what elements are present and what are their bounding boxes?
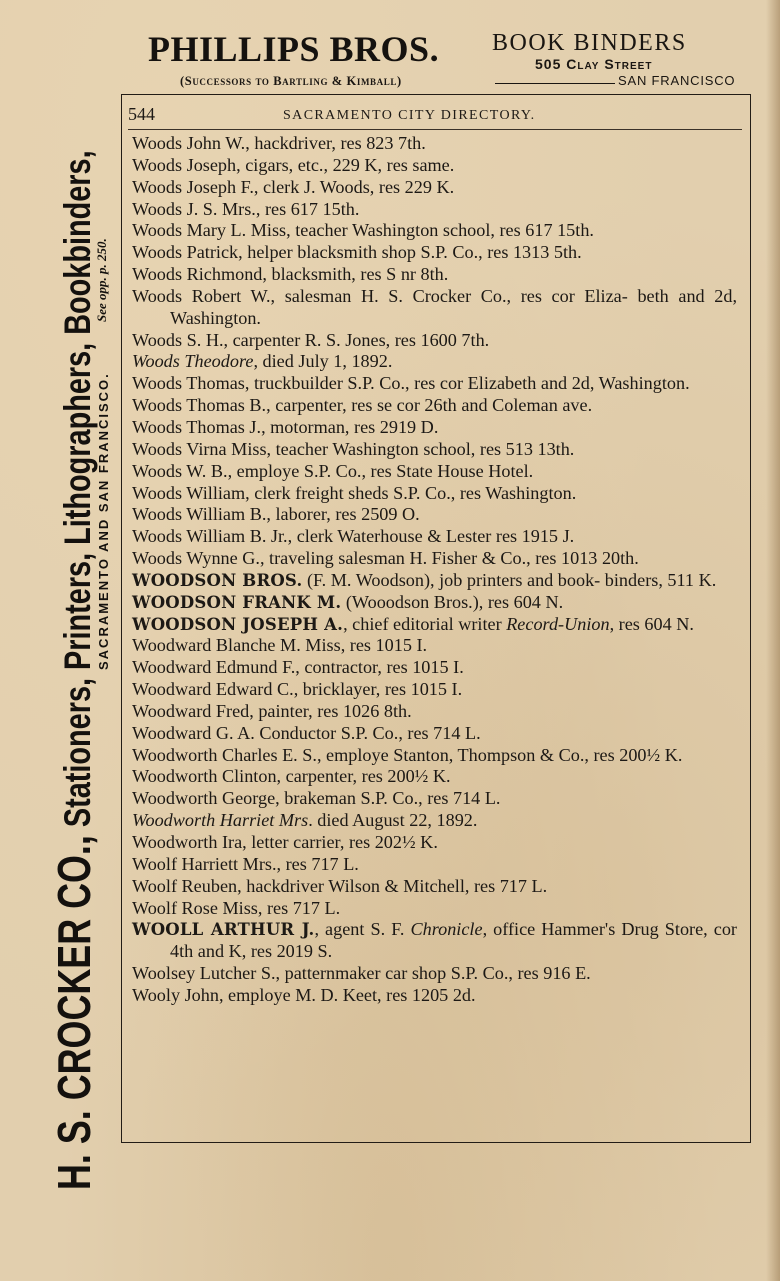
entry-details: , letter carrier, res 202½ K. [242,832,438,852]
entry-details: , bricklayer, res 1015 I. [293,679,463,700]
entry-name: Woods Joseph F. [132,176,254,197]
entry-name: Woolf Rose Miss [132,897,258,918]
entry-continuation: res 604 N. [618,613,694,634]
directory-entry [132,985,737,1007]
entry-name: Woods Wynne G. [132,548,260,569]
entry-details: , patternmaker car shop S.P. Co., res [275,963,539,984]
directory-entry [132,963,737,985]
directory-entry [132,919,737,963]
entry-name: Woods William B. Jr. [132,526,288,547]
entry-name: WOOLL ARTHUR J. [132,920,315,940]
entry-details: , res 1015 I. [340,635,428,656]
top-advertisement [140,26,750,92]
running-head [128,103,742,130]
directory-entry [132,155,737,177]
entry-details: , res 717 L. [257,897,341,918]
entry-name: Woodward Edmund F. [132,657,296,678]
entry-name: WOODSON FRANK M. [132,592,342,612]
directory-entry [132,723,737,745]
entry-name: Woods Joseph [132,154,237,175]
entry-name: Woods S. H. [132,329,224,350]
directory-entry [132,177,737,199]
entry-details: , traveling salesman H. Fisher & Co., res [259,548,557,569]
entry-name: Woolsey Lutcher S. [132,963,276,984]
entry-details: , motorman, res 2919 D. [261,416,439,437]
side-ad-reference: See opp. p. 250. [94,238,109,322]
directory-entries [132,133,737,1007]
entry-details: , hackdriver, res 823 7th. [245,133,426,153]
entry-details: , laborer, res 2509 O. [266,504,420,525]
directory-entry [132,417,737,439]
entry-name: Woods John W. [132,133,246,153]
entry-publication: Record-Union [506,613,610,634]
entry-details: , clerk freight sheds S.P. Co., res Washington. [245,482,577,503]
advertiser-rule [495,83,615,84]
entry-continuation: binders, 511 K. [604,569,717,590]
entry-details: , helper blacksmith shop S.P. Co., res 1313 5th. [238,242,582,263]
entry-details: , blacksmith, res S nr 8th. [262,264,449,285]
entry-details: . died August 22, 1892. [308,810,478,831]
directory-entry [132,766,737,788]
advertiser-trade: BOOK BINDERS [492,30,687,56]
entry-name: Woods W. B. [132,460,228,481]
entry-name: WOODSON JOSEPH A. [132,614,344,634]
entry-name: Woodward Edward C. [132,679,294,700]
directory-entry [132,548,737,570]
entry-continuation: 1013 20th. [561,548,639,569]
entry-details: , teacher Washington school, res 617 15th. [286,220,594,241]
entry-name: Woods J. S. Mrs. [132,198,256,219]
entry-details-after: , [609,613,615,634]
entry-details: , carpenter, res se cor 26th and Coleman ave. [266,395,593,416]
directory-entry [132,133,737,155]
side-ad-locations: SACRAMENTO AND SAN FRANCISCO. [96,372,111,670]
entry-details: , hackdriver Wilson & Mitchell, res 717 L. [237,875,548,896]
entry-publication: Chronicle [410,919,483,940]
directory-entry [132,220,737,242]
directory-entry [132,199,737,221]
directory-entry [132,614,737,636]
directory-entry [132,745,737,767]
entry-name: Woolf Reuben [132,875,238,896]
directory-entry [132,701,737,723]
directory-entry [132,483,737,505]
entry-name: Woods Mary L. Miss [132,220,287,241]
advertiser-name: PHILLIPS BROS. [148,29,440,69]
entry-details: , truckbuilder S.P. Co., res cor Elizabeth and [244,373,568,394]
directory-entry [132,242,737,264]
entry-continuation: 916 E. [543,963,591,984]
entry-name: Woodward Fred [132,700,250,721]
directory-entry [132,264,737,286]
entry-details: , employe M. D. Keet, res 1205 2d. [218,984,476,1005]
entry-name: Woods Richmond [132,264,263,285]
entry-details: , res 717 L. [276,853,359,874]
entry-details: , cigars, etc., 229 K, res same. [236,154,455,175]
entry-name: Woodworth Clinton [132,766,277,787]
entry-details: , agent S. F. [314,919,411,940]
entry-details: , clerk Waterhouse & Lester res 1915 J. [287,526,575,547]
advertiser-city: SAN FRANCISCO [618,73,736,88]
entry-name: Wooly John [132,984,219,1005]
entry-name: Woodward Blanche M. Miss [132,635,341,656]
directory-entry [132,395,737,417]
directory-entry [132,635,737,657]
directory-entry [132,373,737,395]
entry-name: Woods Thomas B. [132,395,267,416]
entry-name: Woods Patrick [132,242,239,263]
directory-title: SACRAMENTO CITY DIRECTORY. [283,108,536,123]
directory-entry [132,854,737,876]
page-edge-shadow [766,0,780,1281]
directory-entry [132,679,737,701]
entry-name: WOODSON BROS. [132,570,303,590]
entry-details: Conductor S.P. Co., res 714 L. [254,722,481,743]
directory-entry [132,286,737,330]
entry-name: Woodward G. A. [132,722,255,743]
entry-details: , died July 1, 1892. [253,351,393,372]
page-number: 544 [128,104,155,124]
entry-continuation: res 200½ K. [593,744,683,765]
entry-name: Woodworth George [132,788,276,809]
entry-details: (F. M. Woodson), job printers and book- [302,569,601,590]
entry-details: , chief editorial writer [343,613,507,634]
advertiser-successors-note: (Successors to Bartling & Kimball) [180,74,402,88]
entry-name: Woods Thomas J. [132,416,262,437]
entry-details: , clerk J. Woods, res 229 K. [253,176,455,197]
directory-entry [132,788,737,810]
directory-entry [132,810,737,832]
side-ad-headline [48,150,100,1190]
directory-entry [132,330,737,352]
entry-continuation: beth and 2d, Washington. [170,285,737,328]
entry-name: Woodworth Ira [132,832,243,852]
entry-details: , employe Stanton, Thompson & Co., [316,744,589,765]
entry-details: , contractor, res 1015 I. [295,657,464,678]
entry-details: , carpenter, res 200½ K. [276,766,451,787]
entry-name: Woods Robert W. [132,285,271,306]
entry-name: Woods Theodore [132,351,254,372]
directory-entry [132,898,737,920]
directory-entry [132,351,737,373]
entry-name: Woods Thomas [132,373,245,394]
entry-details: , employe S.P. Co., res State House Hotel. [227,460,534,481]
entry-continuation: Drug Store, cor 4th and K, res 2019 S. [170,919,737,962]
directory-entry [132,832,737,854]
directory-entry [132,526,737,548]
entry-name: Woods Virna Miss [132,438,267,459]
entry-continuation: 2d, Washington. [571,373,690,394]
entry-details: , carpenter R. S. Jones, res 1600 7th. [223,329,490,350]
side-ad-trades: Stationers, Printers, Lithographers, Bookbinders, [57,150,98,828]
directory-entry [132,592,737,614]
directory-entry [132,570,737,592]
entry-name: Woodworth Harriet Mrs [132,810,309,831]
directory-entry [132,461,737,483]
directory-entry [132,657,737,679]
directory-entry [132,504,737,526]
advertiser-street: 505 Clay Street [535,56,653,72]
entry-details: , res 617 15th. [255,198,360,219]
entry-name: Woodworth Charles E. S. [132,744,317,765]
entry-name: Woods William [132,482,246,503]
entry-details: (Wooodson Bros.), res 604 N. [341,591,564,612]
entry-details: , teacher Washington school, res 513 13th. [266,438,575,459]
directory-entry [132,439,737,461]
entry-details-after: , office Hammer's [482,919,616,940]
entry-details: , painter, res 1026 8th. [249,700,412,721]
entry-details: , salesman H. S. Crocker Co., res cor Eliza- [270,285,628,306]
entry-details: , brakeman S.P. Co., res 714 L. [275,788,501,809]
entry-name: Woolf Harriett Mrs. [132,853,277,874]
side-ad-company: H. S. CROCKER CO., [48,835,100,1190]
directory-entry [132,876,737,898]
entry-name: Woods William B. [132,504,267,525]
